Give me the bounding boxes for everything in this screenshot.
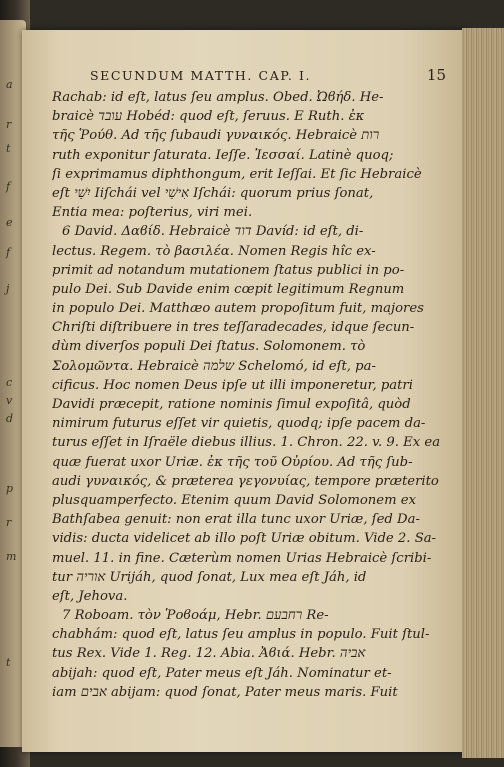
text-line: Chriſti diſtribuere in tres teſſaradecades, idque ſecun- <box>52 320 415 336</box>
previous-page-glyph: t <box>6 656 11 669</box>
previous-page-glyph: f <box>6 246 11 259</box>
text-line: pulo Dei. Sub Davide enim cœpit legitimum Regnum <box>52 281 405 297</box>
text-line: vidis: ducta videlicet ab illo poſt Uriæ obitum. Vide 2. Sa- <box>52 531 437 547</box>
text-line: audi γυναικός, & præterea γεγονυίας, tempore præterito <box>52 473 439 489</box>
text-line: 6 David. Δαϐίδ. Hebraicè דוד Davíd: id eſt, di- <box>62 224 364 240</box>
previous-page-glyph: c <box>6 376 13 389</box>
text-line: ruth exponitur ſaturata. Ieſſe. Ἰεσσαί. Latinè quoq; <box>52 147 394 163</box>
text-line: Bathſabea genuit: non erat illa tunc uxor Uriæ, ſed Da- <box>52 512 420 528</box>
text-line: 7 Roboam. τὸν Ῥοϐοάμ, Hebr. רחבעם Re- <box>62 608 329 624</box>
previous-page-glyph: f <box>6 180 11 193</box>
page-number: 15 <box>426 66 446 84</box>
text-line: Davidi præcepit, ratione nominis ſimul expoſitâ, quòd <box>52 397 411 412</box>
previous-page-glyph: r <box>6 516 12 529</box>
previous-page-glyph: t <box>6 142 11 155</box>
text-line: Rachab: id eſt, latus ſeu amplus. Obed. Ὠϐήδ. He- <box>52 90 384 105</box>
text-line: quæ fuerat uxor Uriæ. ἐκ τῆς τοῦ Οὐρίου. Ad τῆς ſub- <box>52 454 413 470</box>
text-line: primit ad notandum mutationem ſtatus publici in po- <box>52 262 405 278</box>
previous-page-glyph: e <box>6 216 13 229</box>
text-line: tus Rex. Vide 1. Reg. 12. Abia. Ἀϐιά. Hebr. אביה <box>52 646 366 662</box>
body-text <box>52 88 450 702</box>
previous-page-glyph: m <box>6 550 17 563</box>
text-line: tur אוריה Urijáh, quod ſonat, Lux mea eſt Jáh, id <box>52 569 367 585</box>
text-line: abijah: quod eſt, Pater meus eſt Jáh. Nominatur et- <box>52 665 392 681</box>
previous-page-glyph: r <box>6 118 12 131</box>
text-line: lectus. Regem. τὸ βασιλέα. Nomen Regis hîc ex- <box>52 243 376 259</box>
previous-page-glyph: a <box>6 78 13 91</box>
previous-page-glyph: j <box>6 282 10 295</box>
text-line: eſt יִשַׁי Iiſchái vel אִישַׁי Iſchái: quorum prius ſonat, <box>52 185 374 201</box>
running-head <box>90 66 450 88</box>
text-line: Σολομῶντα. Hebraicè שלמה Schelomó, id eſt, pa- <box>52 358 376 374</box>
text-line: chabhám: quod eſt, latus ſeu amplus in populo. Fuit ſtul- <box>52 627 430 643</box>
running-head-title: SECUNDUM MATTH. CAP. I. <box>90 68 312 83</box>
text-line: nimirum futurus eſſet vir quietis, quodq; ipſe pacem da- <box>52 416 426 432</box>
text-line: plusquamperfecto. Etenim quum David Solomonem ex <box>52 492 417 508</box>
text-line: τῆς Ῥούθ. Ad τῆς ſubaudi γυναικός. Hebraicè רות <box>52 128 380 144</box>
page-text <box>52 66 450 702</box>
text-line: muel. 11. in fine. Cæterùm nomen Urias Hebraicè ſcribi- <box>52 550 432 566</box>
previous-page-glyph: v <box>6 394 13 407</box>
text-line: in populo Dei. Matthæo autem propoſitum fuit, majores <box>52 301 424 317</box>
text-line: dùm diverſos populi Dei ſtatus. Solomonem. τὸ <box>52 339 366 355</box>
previous-page-glyph: p <box>6 482 14 495</box>
text-line: braicè עובד Hobéd: quod eſt, ſeruus. E Ruth. ἐκ <box>52 109 365 125</box>
text-line: ſi exprimamus diphthongum, erit Ieſſai. Et ſic Hebraicè <box>52 166 422 182</box>
text-line: eſt, Jehova. <box>52 588 128 604</box>
text-line: cificus. Hoc nomen Deus ipſe ut illi imponeretur, patri <box>52 377 413 393</box>
text-line: iam אבים abijam: quod ſonat, Pater meus maris. Fuit <box>52 684 398 700</box>
text-line: Entia mea: poſterius, viri mei. <box>52 205 253 221</box>
page-stack-edge <box>462 28 504 758</box>
text-line: turus eſſet in Iſraële diebus illius. 1. Chron. 22. v. 9. Ex ea <box>52 435 441 451</box>
previous-page-glyph: d <box>6 412 14 425</box>
